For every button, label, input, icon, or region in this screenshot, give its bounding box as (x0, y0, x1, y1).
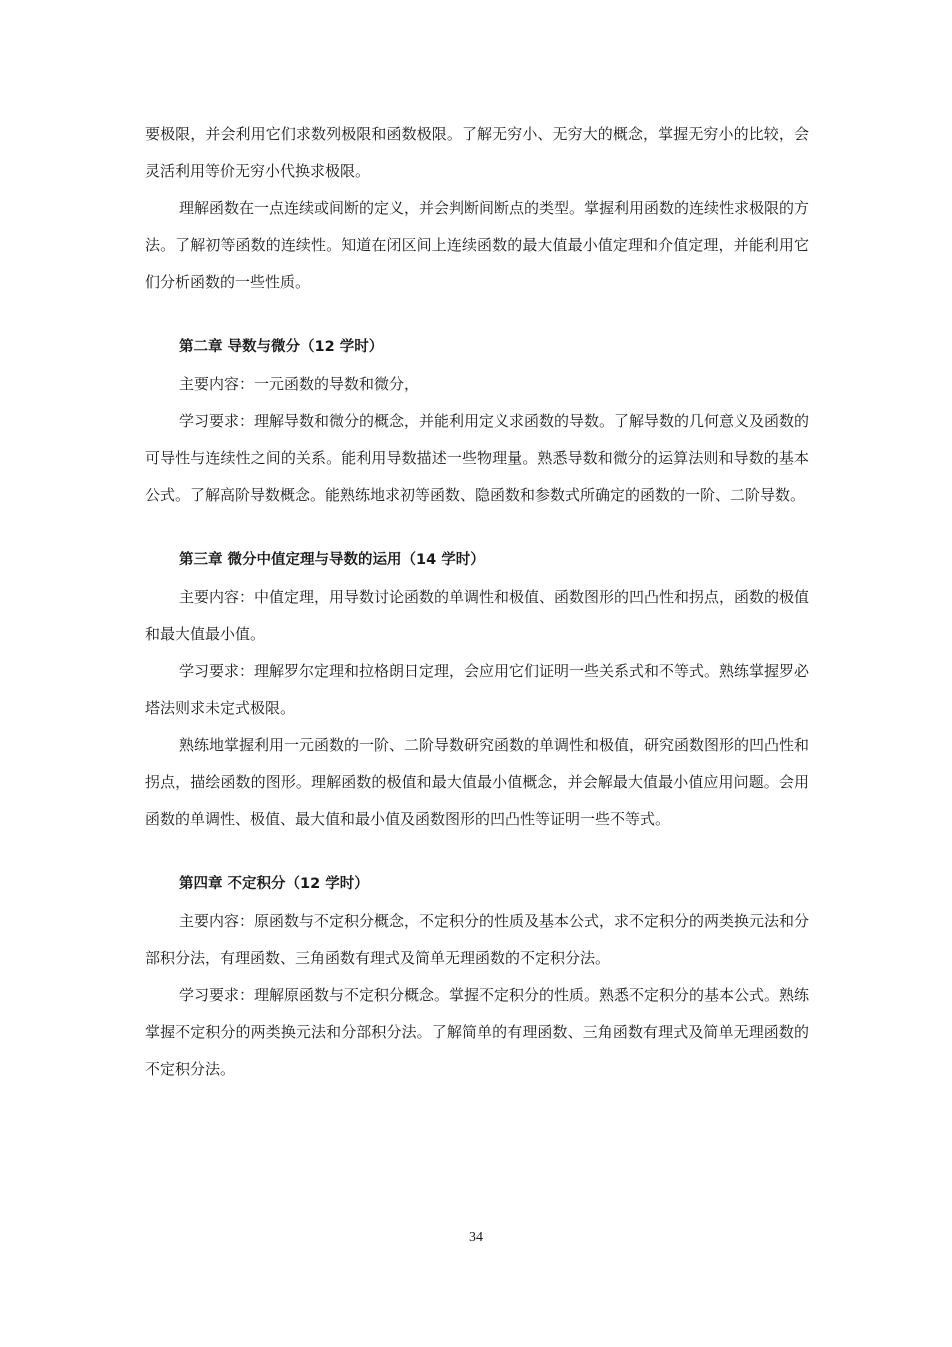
chapter-2-content: 主要内容：一元函数的导数和微分， (179, 375, 420, 393)
chapter-4-heading: 第四章 不定积分（12 学时） (179, 876, 369, 892)
chapter-2-requirements: 学习要求：理解导数和微分的概念，并能利用定义求函数的导数。了解导数的几何意义及函数的可导性与连续性之间的关系。能利用导数描述一些物理量。熟悉导数和微分的运算法则和导数的基本公式。了解高阶导数概念。能熟练地求初等函数、隐函数和参数式所确定的函数的一阶、二阶导数。 (145, 412, 810, 504)
page-number: 34 (469, 1230, 483, 1245)
page-content (145, 116, 809, 1088)
chapter-2-heading: 第二章 导数与微分（12 学时） (179, 339, 384, 355)
chapter-3-requirements: 学习要求：理解罗尔定理和拉格朗日定理，会应用它们证明一些关系式和不等式。熟练掌握罗必塔法则求未定式极限。 (145, 662, 810, 717)
chapter-3-heading: 第三章 微分中值定理与导数的运用（14 学时） (179, 552, 485, 568)
chapter-4-requirements: 学习要求：理解原函数与不定积分概念。掌握不定积分的性质。熟悉不定积分的基本公式。熟练掌握不定积分的两类换元法和分部积分法。了解简单的有理函数、三角函数有理式及简单无理函数的不定积分法。 (145, 986, 810, 1078)
intro-paragraph-1: 要极限，并会利用它们求数列极限和函数极限。了解无穷小、无穷大的概念，掌握无穷小的比较，会灵活利用等价无穷小代换求极限。 (145, 125, 809, 180)
chapter-4-content: 主要内容：原函数与不定积分概念，不定积分的性质及基本公式，求不定积分的两类换元法和分部积分法，有理函数、三角函数有理式及简单无理函数的不定积分法。 (145, 912, 810, 967)
chapter-3-extra: 熟练地掌握利用一元函数的一阶、二阶导数研究函数的单调性和极值，研究函数图形的凹凸性和拐点，描绘函数的图形。理解函数的极值和最大值最小值概念，并会解最大值最小值应用问题。会用函数的单调性、极值、最大值和最小值及函数图形的凹凸性等证明一些不等式。 (145, 736, 810, 828)
intro-paragraph-2: 理解函数在一点连续或间断的定义，并会判断间断点的类型。掌握利用函数的连续性求极限的方法。了解初等函数的连续性。知道在闭区间上连续函数的最大值最小值定理和介值定理，并能利用它们分析函数的一些性质。 (145, 199, 810, 291)
chapter-3-content: 主要内容：中值定理，用导数讨论函数的单调性和极值、函数图形的凹凸性和拐点，函数的极值和最大值最小值。 (145, 588, 810, 643)
